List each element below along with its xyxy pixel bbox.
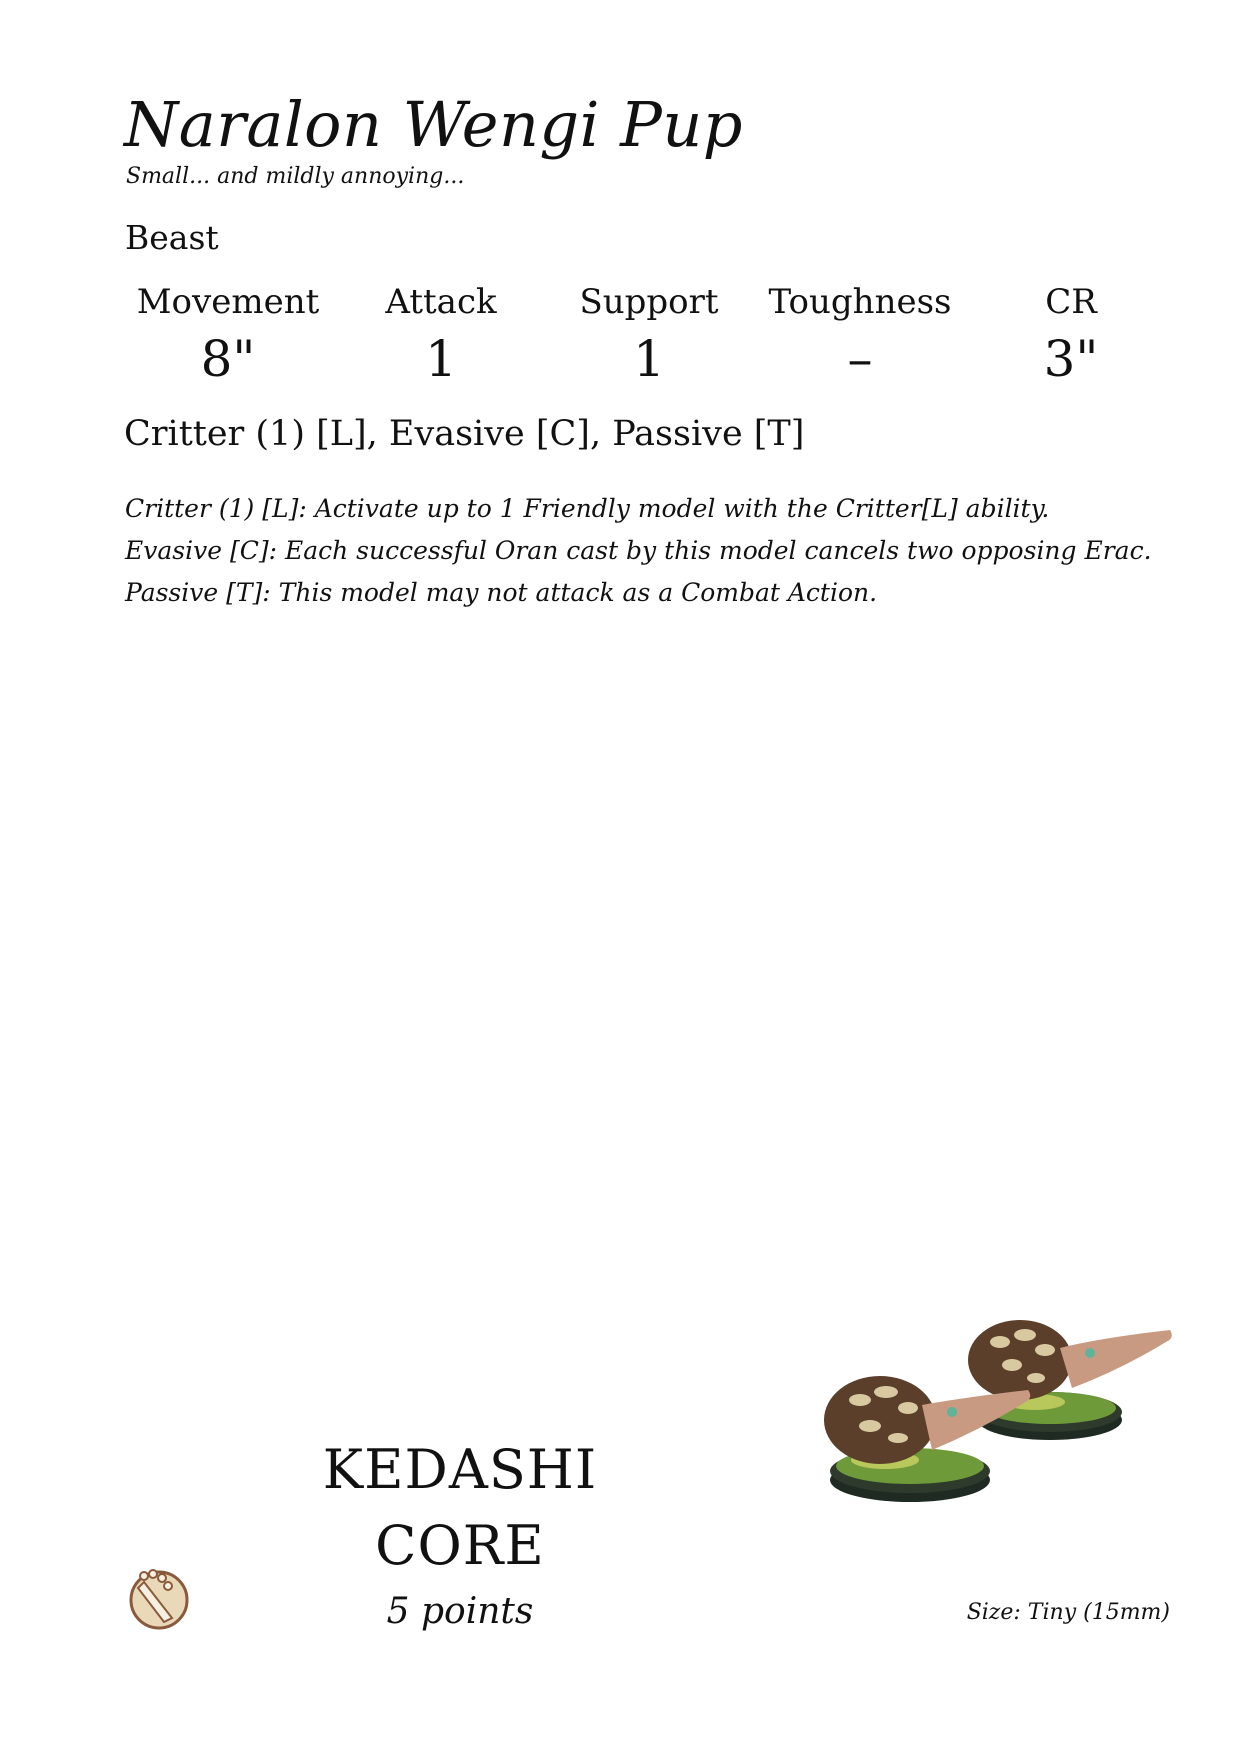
stat-cr: [961, 278, 1181, 392]
stat-value: –: [847, 330, 873, 388]
stat-toughness: [750, 278, 970, 392]
keyword-list: Critter (1) [L], Evasive [C], Passive [T]: [124, 414, 805, 454]
rule-passive: Passive [T]: This model may not attack as a Combat Action.: [125, 578, 878, 607]
stat-value: 8": [200, 330, 256, 388]
stat-label: CR: [1045, 282, 1097, 322]
stat-attack: [331, 278, 551, 392]
points-cost: 5 points: [386, 1591, 534, 1632]
faction-block: [260, 1432, 660, 1584]
stat-label: Toughness: [768, 282, 952, 322]
stat-value: 1: [633, 330, 665, 388]
miniature-photo: [790, 1290, 1180, 1520]
card-title: Naralon Wengi Pup: [124, 88, 743, 161]
rules-text: [125, 488, 1152, 614]
faction-category: CORE: [375, 1514, 545, 1577]
stat-label: Movement: [136, 282, 320, 322]
stat-label: Support: [579, 282, 719, 322]
stat-value: 1: [425, 330, 457, 388]
stat-value: 3": [1043, 330, 1099, 388]
unit-type: Beast: [125, 218, 219, 257]
stat-movement: [118, 278, 338, 392]
card-tagline: Small... and mildly annoying...: [126, 164, 465, 189]
stat-label: Attack: [385, 282, 497, 322]
hand-emblem-icon: [124, 1562, 194, 1632]
faction-name: KEDASHI: [322, 1438, 598, 1501]
rule-critter: Critter (1) [L]: Activate up to 1 Friendly model with the Critter[L] ability.: [125, 494, 1050, 523]
rule-evasive: Evasive [C]: Each successful Oran cast by this model cancels two opposing Erac.: [125, 536, 1152, 565]
stat-support: [539, 278, 759, 392]
model-size: Size: Tiny (15mm): [966, 1600, 1170, 1625]
